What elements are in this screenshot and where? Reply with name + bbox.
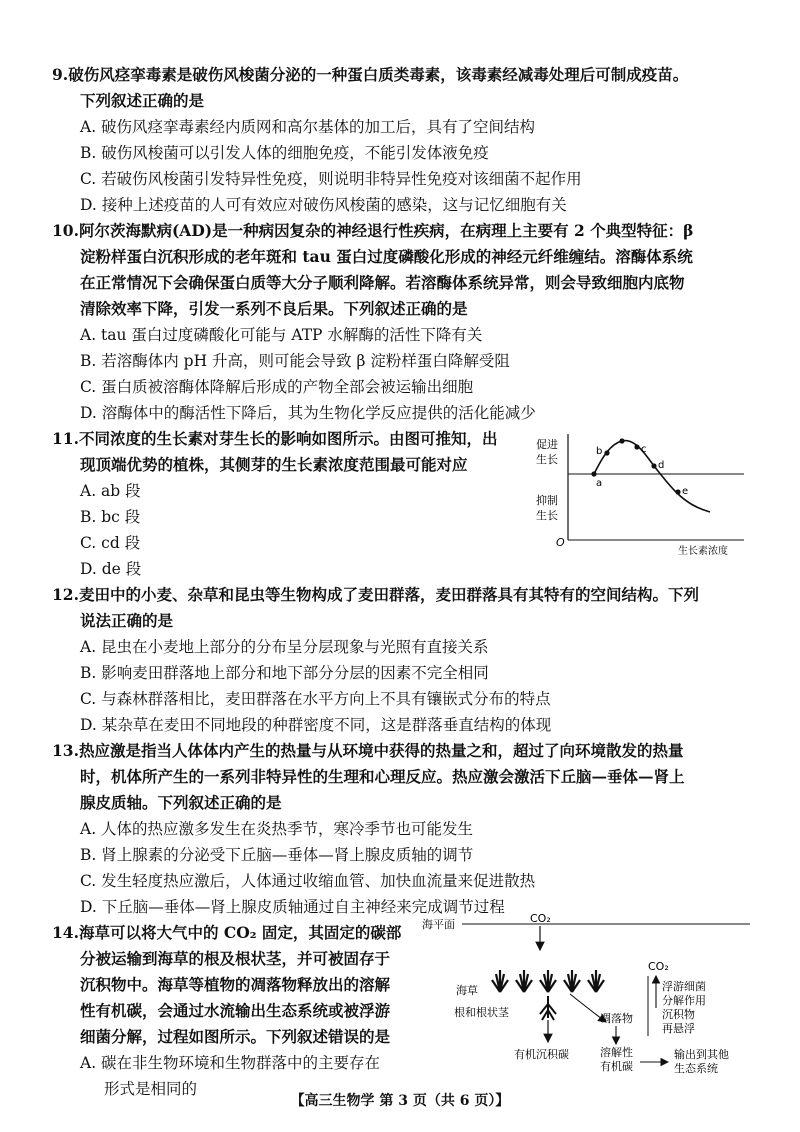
question-stem-line: 现顶端优势的植株，其侧芽的生长素浓度范围最可能对应 [80,455,468,474]
option-b[interactable]: B. 若溶酶体内 pH 升高，则可能会导致 β 淀粉样蛋白降解受阻 [80,352,510,370]
option-d[interactable]: D. 溶酶体中的酶活性下降后，其为生物化学反应提供的活化能减少 [80,404,536,422]
option-a-continued: 形式是相同的 [104,1080,198,1098]
label-d: d [658,460,665,471]
question-stem: 13.热应激是指当人体体内产生的热量与从环境中获得的热量之和，超过了向环境散发的热量 [52,741,684,760]
growth-curve [594,441,710,512]
option-c[interactable]: C. 若破伤风梭菌引发特异性免疫，则说明非特异性免疫对该细菌不起作用 [80,170,582,188]
option-b[interactable]: B. bc 段 [80,508,141,526]
dissolved-carbon-label-1: 溶解性 [600,1046,633,1059]
option-b[interactable]: B. 影响麦田群落地上部分和地下部分分层的因素不完全相同 [80,664,489,682]
point-d [651,463,656,468]
question-stem-line: 性有机碳，会通过水流输出生态系统或被浮游 [80,1001,391,1020]
option-c[interactable]: C. cd 段 [80,534,141,552]
option-a[interactable]: A. 人体的热应激多发生在炎热季节，寒冷季节也可能发生 [80,820,474,838]
point-a [591,471,596,476]
sediment-label-2: 再悬浮 [662,1022,695,1035]
option-c[interactable]: C. 与森林群落相比，麦田群落在水平方向上不具有镶嵌式分布的特点 [80,690,551,708]
question-stem-line: 在正常情况下会确保蛋白质等大分子顺利降解。若溶酶体系统异常，则会导致细胞内底物 [80,273,685,292]
bacteria-label-1: 浮游细菌 [662,980,706,993]
y-bottom-label-1: 抑制 [536,494,558,507]
carbon-cycle-figure [420,912,760,1080]
question-stem: 11.不同浓度的生长素对芽生长的影响如图所示。由图可推知，出 [52,429,498,448]
y-bottom-label-2: 生长 [536,509,558,522]
question-stem-line: 清除效率下降，引发一系列不良后果。下列叙述正确的是 [80,299,468,318]
option-a[interactable]: A. ab 段 [80,482,141,500]
organic-sediment-carbon-label: 有机沉积碳 [514,1048,569,1061]
option-d[interactable]: D. 下丘脑—垂体—肾上腺皮质轴通过自主神经来完成调节过程 [80,898,505,916]
question-stem-line: 沉积物中。海草等植物的凋落物释放出的溶解 [80,975,391,994]
dissolved-carbon-label-2: 有机碳 [600,1060,633,1073]
option-d[interactable]: D. 接种上述疫苗的人可有效应对破伤风梭菌的感染，这与记忆细胞有关 [80,196,567,214]
option-d[interactable]: D. de 段 [80,560,142,578]
question-12 [52,582,752,738]
question-stem-line: 下列叙述正确的是 [80,91,205,110]
sea-level-label: 海平面 [422,918,455,931]
roots-label: 根和根状茎 [454,1006,509,1019]
co2-right-label: CO₂ [648,960,669,973]
question-stem: 10.阿尔茨海默病(AD)是一种病因复杂的神经退行性疾病，在病理上主要有 2 个典型特征：β [52,221,694,240]
option-a[interactable]: A. 昆虫在小麦地上部分的分布呈分层现象与光照有直接关系 [80,638,489,656]
co2-top-label: CO₂ [530,912,551,925]
root-symbol [540,996,556,1020]
y-top-label-2: 生长 [536,453,558,466]
question-stem-line: 分被运输到海草的根及根状茎，并可被固存于 [80,949,391,968]
export-label-2: 生态系统 [674,1062,718,1075]
question-stem: 9.破伤风痉挛毒素是破伤风梭菌分泌的一种蛋白质类毒素，该毒素经减毒处理后可制成疫苗。 [52,65,689,84]
question-14 [52,920,432,1102]
point-e [675,489,680,494]
label-c: c [641,444,647,455]
question-stem-line: 时，机体所产生的一系列非特异性的生理和心理反应。热应激会激活下丘脑—垂体—肾上 [80,767,685,786]
point-b [604,450,609,455]
x-axis-label: 生长素浓度 [678,546,728,557]
question-stem-line: 腺皮质轴。下列叙述正确的是 [80,793,282,812]
litter-label: 凋落物 [600,1012,633,1025]
point-c [634,444,639,449]
question-13 [52,738,752,920]
label-e: e [682,486,689,497]
question-stem: 14.海草可以将大气中的 CO₂ 固定，其固定的碳部 [52,923,402,942]
question-stem-line: 说法正确的是 [80,611,174,630]
sediment-label-1: 沉积物 [662,1008,695,1021]
question-9 [52,62,752,218]
origin-label: O [556,536,565,549]
option-b[interactable]: B. 破伤风梭菌可以引发人体的细胞免疫，不能引发体液免疫 [80,144,489,162]
option-c[interactable]: C. 蛋白质被溶酶体降解后形成的产物全部会被运输出细胞 [80,378,474,396]
option-b[interactable]: B. 肾上腺素的分泌受下丘脑—垂体—肾上腺皮质轴的调节 [80,846,474,864]
option-a[interactable]: A. 碳在非生物环境和生物群落中的主要存在 [80,1054,381,1072]
export-label-1: 输出到其他 [674,1048,729,1061]
label-b: b [596,446,603,457]
point-peak [619,438,624,443]
label-a: a [596,478,603,489]
bacteria-label-2: 分解作用 [662,994,706,1007]
page-footer: 【高三生物学 第 3 页（共 6 页）】 [290,1093,510,1109]
question-10 [52,218,752,426]
question-stem: 12.麦田中的小麦、杂草和昆虫等生物构成了麦田群落，麦田群落具有其特有的空间结构。下列 [52,585,699,604]
option-a[interactable]: A. tau 蛋白过度磷酸化可能与 ATP 水解酶的活性下降有关 [80,326,483,344]
y-top-label-1: 促进 [536,438,558,451]
growth-curve-figure [528,428,750,558]
seagrass-plants [492,970,604,992]
question-stem-line: 淀粉样蛋白沉积形成的老年斑和 tau 蛋白过度磷酸化形成的神经元纤维缠结。溶酶体系统 [80,247,693,266]
question-stem-line: 细菌分解，过程如图所示。下列叙述错误的是 [80,1027,391,1046]
option-c[interactable]: C. 发生轻度热应激后，人体通过收缩血管、加快血流量来促进散热 [80,872,536,890]
seagrass-label: 海草 [456,984,478,997]
option-d[interactable]: D. 某杂草在麦田不同地段的种群密度不同，这是群落垂直结构的体现 [80,716,552,734]
option-a[interactable]: A. 破伤风痉挛毒素经内质网和高尔基体的加工后，具有了空间结构 [80,118,536,136]
